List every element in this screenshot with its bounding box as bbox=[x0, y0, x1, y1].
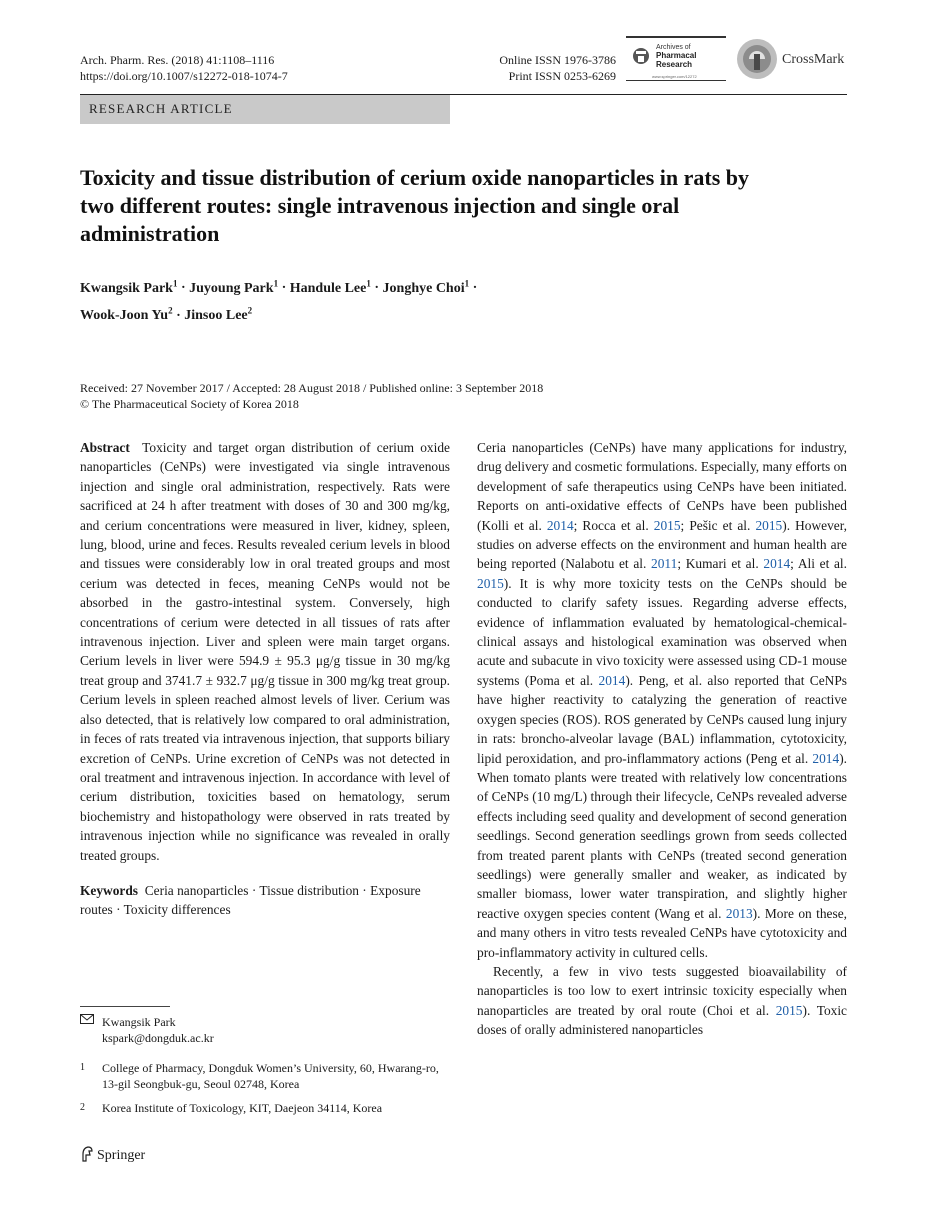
journal-citation bbox=[80, 52, 288, 84]
online-issn: Online ISSN 1976-3786 bbox=[499, 53, 616, 67]
logo-line-2: Pharmacal bbox=[656, 51, 697, 60]
citation-link[interactable]: 2013 bbox=[725, 905, 753, 921]
article-type-banner bbox=[80, 95, 450, 124]
logo-line-1: Archives of bbox=[656, 44, 691, 51]
logo-url: www.springer.com/12272 bbox=[652, 74, 697, 79]
envelope-icon bbox=[80, 1014, 94, 1030]
corresponding-email[interactable]: kspark@dongduk.ac.kr bbox=[102, 1031, 214, 1045]
body-text: ). Toxic doses of orally administered nanoparticles bbox=[477, 1002, 847, 1038]
author-list: Kwangsik Park$^1$ · Juyoung Park$^1$ · Handule Lee$^1$ · Jonghye Choi$^1$ · Wook-Joon $Yu^2$ · Jinsoo Lee$^2$ bbox=[80, 278, 478, 324]
citation-link[interactable]: 2014 bbox=[598, 672, 626, 688]
citation-link[interactable]: 2015 bbox=[755, 517, 783, 533]
body-text: ; Ali et al. bbox=[790, 556, 848, 572]
publisher-name: Springer bbox=[97, 1148, 146, 1163]
doi-link[interactable]: https://doi.org/10.1007/s12272-018-1074-7 bbox=[80, 69, 288, 83]
issn-block bbox=[474, 52, 616, 84]
citation-link[interactable]: 2011 bbox=[651, 556, 678, 572]
corresponding-name: Kwangsik Park bbox=[102, 1015, 176, 1029]
body-text: ). However, studies on adverse effects on the environment and human health are being reported (Nalabotu et al. bbox=[477, 517, 847, 572]
author[interactable]: Handule Lee$^1$ bbox=[289, 278, 371, 296]
citation-link[interactable]: 2014 bbox=[812, 750, 840, 766]
body-column bbox=[477, 438, 847, 1040]
author[interactable]: Jinsoo Lee$^2$ bbox=[184, 305, 253, 324]
body-paragraph bbox=[477, 962, 847, 1040]
journal-logo bbox=[626, 36, 726, 86]
author[interactable]: Juyoung Park$^1$ bbox=[189, 278, 279, 296]
abstract-label: Abstract bbox=[80, 440, 130, 455]
article-title: Toxicity and tissue distribution of cerium oxide nanoparticles in rats by two different routes: single intravenous injection and single oral administration bbox=[80, 165, 750, 246]
author[interactable]: Jonghye Choi$^1$ bbox=[382, 278, 470, 296]
body-text: Ceria nanoparticles (CeNPs) have many applications for industry, drug delivery and cosmetic formulations. Especially, many efforts on development of safe therapeutics using CeNPs have been initiated. Reports on anti-oxidative effects of CeNPs have been published (Kolli et al. bbox=[477, 440, 848, 533]
publication-dates bbox=[80, 380, 780, 412]
journal-emblem-icon bbox=[633, 48, 649, 64]
keywords-label: Keywords bbox=[80, 882, 139, 898]
citation-link[interactable]: 2015 bbox=[775, 1002, 803, 1018]
abstract-column bbox=[80, 438, 450, 920]
body-text: ). Peng, et al. also reported that CeNPs have higher reactivity to catalyzing the generation of reactive oxygen species (ROS). ROS generated by CeNPs caused lung injury in rats: broncho-alveolar lavage (BAL) inflammation, cytotoxicity, lipid peroxidation, and pro-inflammatory actions (Peng et al. bbox=[477, 672, 847, 766]
crossmark-icon[interactable] bbox=[736, 38, 778, 80]
author[interactable]: Wook-Joon Yu$^2$ bbox=[80, 305, 173, 324]
body-text: ; Kumari et al. bbox=[677, 556, 764, 572]
crossmark-label[interactable]: CrossMark bbox=[782, 52, 845, 67]
publisher-mark bbox=[80, 1146, 145, 1167]
affiliation-2: 2 Korea Institute of Toxicology, KIT, Daejeon 34114, Korea bbox=[80, 1101, 383, 1115]
keywords bbox=[80, 881, 450, 920]
body-text: ). More on these, and many others in vitro tests revealed CeNPs have cytotoxicity and pro-inflammatory activity in cultured cells. bbox=[477, 905, 847, 960]
affiliation-1: 1 College of Pharmacy, Dongduk Women’s University, 60, Hwarang-ro, 13-gil Seongbuk-gu, Seoul 02748, Korea bbox=[80, 1061, 439, 1091]
author[interactable]: Kwangsik Park$^1$ bbox=[80, 278, 178, 296]
keywords-text: Ceria nanoparticles · Tissue distribution · Exposure routes · Toxicity differences bbox=[80, 882, 421, 918]
citation-link[interactable]: 2014 bbox=[763, 556, 791, 572]
footnote-rule bbox=[80, 1006, 170, 1007]
citation-link[interactable]: 2015 bbox=[477, 575, 504, 591]
body-text: ; Rocca et al. bbox=[573, 517, 654, 533]
citation-link[interactable]: 2014 bbox=[546, 517, 574, 533]
body-text: ). It is why more toxicity tests on the CeNPs should be conducted to clarify safety issues. Regarding adverse effects, evidence of inflammation evaluated by hematological-chemical-clinical assays and histological examination was observed when acute and subacute in vivo toxicity were assessed using CD-1 mouse systems (Poma et al. bbox=[477, 575, 847, 688]
logo-line-3: Research bbox=[656, 60, 693, 69]
print-issn: Print ISSN 0253-6269 bbox=[508, 69, 616, 83]
body-text: ). When tomato plants were treated with relatively low concentrations of CeNPs (10 mg/L) through their lifecycle, CeNPs revealed adverse effects including seed quality and development of second generation seedlings. Second generation seedlings grown from seeds collected from treated parent plants with CeNPs (treated second generation seedlings) were generally smaller and weaker, as indicated by smaller biomass, lower water transpiration, and slightly higher reactive oxygen species content (Wang et al. bbox=[477, 750, 847, 921]
journal-line: Arch. Pharm. Res. (2018) 41:1108–1116 bbox=[80, 53, 275, 67]
body-text: ; Pešic et al. bbox=[680, 517, 756, 533]
citation-link[interactable]: 2015 bbox=[653, 517, 681, 533]
body-text: Recently, a few in vivo tests suggested bioavailability of nanoparticles is too low to exert intrinsic toxicity especially when nanoparticles are treated by oral route (Choi et al. bbox=[477, 963, 847, 1018]
abstract bbox=[80, 438, 450, 865]
corresponding-author bbox=[80, 1014, 440, 1048]
dates-line: Received: 27 November 2017 / Accepted: 28 August 2018 / Published online: 3 September 2018 bbox=[80, 381, 544, 395]
article-type: RESEARCH ARTICLE bbox=[89, 101, 233, 116]
body-paragraph bbox=[477, 438, 847, 962]
copyright-line: © The Pharmaceutical Society of Korea 2018 bbox=[80, 397, 299, 411]
abstract-text: Toxicity and target organ distribution of cerium oxide nanoparticles (CeNPs) were investigated via single intravenous injection and single oral administration, respectively. Rats were sacrificed at 24 h after treatment with doses of 30 and 300 mg/kg, and cerium concentrations were measured in liver, kidney, spleen, lung, blood, urine and feces. Results revealed cerium levels in blood and tissues were considerably low in oral treated groups and most cerium was detected in feces, meaning CeNPs would not be absorbed in the gastro-intestinal system. Conversely, high concentrations of cerium were detected in all tissues of rats after intravenous injection. Liver and spleen were main target organs. Cerium levels in liver were 594.9 ± 95.3 μg/g tissue in 30 mg/kg treat group and 3741.7 ± 932.7 μg/g tissue in 300 mg/kg treat group. Cerium levels in spleen reached almost levels of liver. Cerium was also detected, that is relatively low compared to oral administration, in feces of rats treated via intravenous injection, that supports biliary excretion of CeNPs. Urine excretion of CeNPs was not detected in oral treatment and intravenous injection. In accordance with level of cerium distribution, toxicities based on hematology, serum biochemistry and histopathology were observed in rats treated by intravenous injection while no significance was revealed in orally treated groups. bbox=[80, 440, 450, 863]
springer-horse-icon bbox=[80, 1146, 94, 1167]
